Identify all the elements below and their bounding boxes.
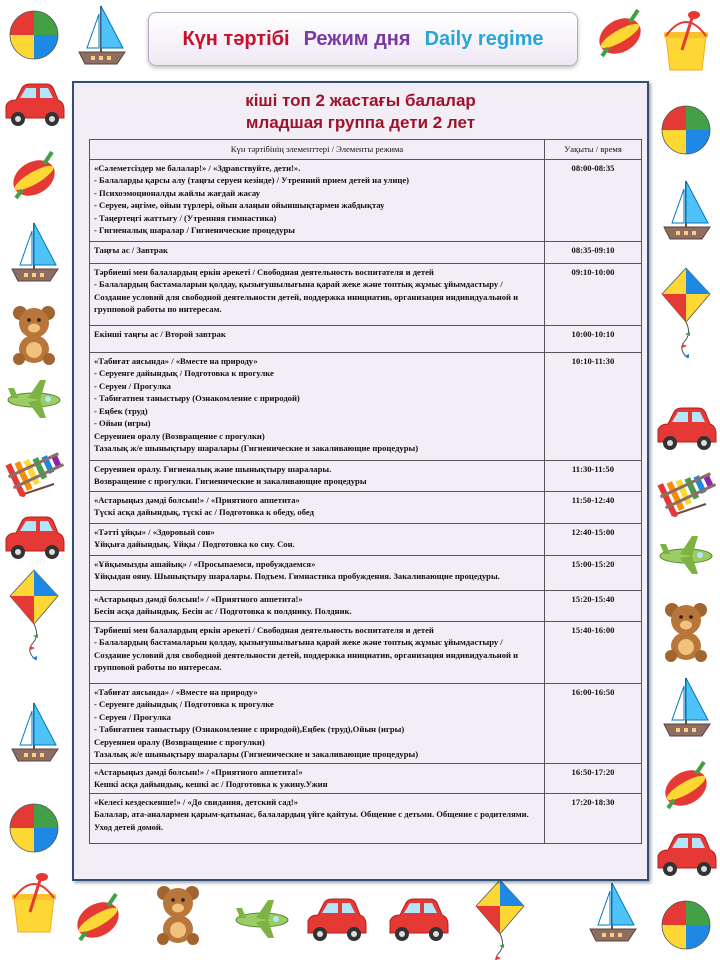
activity-cell [90, 263, 545, 325]
table-row [90, 763, 642, 793]
header-elements: Күн тәртібінің элементтері / Элементы режима [90, 140, 545, 160]
activity-line: - Серуен / Прогулка [94, 711, 171, 722]
activity-line: - Балаларды қарсы алу (таңғы серуен кезінде) / Утренний прием детей на улице) [94, 175, 410, 185]
activity-line: «Ұйқымызды ашайық» / «Просыпаемся, пробуждаемся» [94, 558, 316, 569]
time-cell: 15:20-15:40 [545, 590, 642, 621]
schedule-panel [72, 81, 649, 881]
activity-cell [90, 325, 545, 352]
activity-line: Серуеннен оралу (Возвращение с прогулки) [94, 430, 265, 441]
activity-cell [90, 555, 545, 590]
time-cell: 10:00-10:10 [545, 325, 642, 352]
activity-cell [90, 491, 545, 523]
activity-line: «Астарыңыз дәмді болсын!» / «Приятного аппетита!» [94, 766, 303, 777]
table-row [90, 241, 642, 263]
header-time: Уақыты / время [545, 140, 642, 160]
group-subtitle-ru: младшая группа дети 2 лет [245, 113, 476, 132]
title-russian: Режим дня [303, 27, 411, 50]
activity-line: Балалар, ата-аналармен қарым-қатынас, балалардың үйге қайтуы. Общение с детьми. Общение с родителями. Уход детей домой. [94, 809, 529, 832]
activity-line: Ұйқыға дайындық. Ұйқы / Подготовка ко сну. Сон. [94, 539, 295, 549]
activity-line: Возвращение с прогулки. Гигиенические и закаливающие процедуры [94, 476, 367, 486]
activity-cell [90, 241, 545, 263]
activity-line: Серуеннен оралу (Возвращение с прогулки) [94, 736, 265, 747]
title-english: Daily regime [424, 27, 544, 50]
activity-cell [90, 763, 545, 793]
title-banner [148, 12, 578, 66]
activity-line: - Психоэмоционалды жайлы жағдай жасау [94, 187, 260, 198]
activity-line: «Табиғат аясында» / «Вместе на природу» [94, 355, 258, 366]
table-row [90, 523, 642, 555]
activity-line: - Ойын (игры) [94, 418, 151, 428]
activity-line: - Серуенге дайындық / Подготовка к прогулке [94, 368, 274, 378]
activity-line: - Серуен, әңгіме, ойын түрлері, ойын алаңын ойыншықтармен жабдықтау [94, 200, 385, 210]
table-row [90, 793, 642, 843]
activity-line: «Астарыңыз дәмді болсын!» / «Приятного аппетита!» [94, 593, 303, 604]
time-cell: 15:40-16:00 [545, 621, 642, 683]
activity-line: «Келесі кездескенше!» / «До свидания, детский сад!» [94, 796, 299, 807]
activity-line: - Таңертеңгі жаттығу / (Утренняя гимнастика) [94, 212, 277, 223]
time-cell: 08:35-09:10 [545, 241, 642, 263]
activity-line: Бесін асқа дайындық. Бесін ас / Подготовка к полднику. Полдник. [94, 606, 352, 616]
table-row [90, 159, 642, 241]
time-cell: 15:00-15:20 [545, 555, 642, 590]
table-row [90, 325, 642, 352]
activity-cell [90, 159, 545, 241]
activity-line: «Астарыңыз дәмді болсын!» / «Приятного аппетита» [94, 494, 300, 505]
activity-line: Тәрбиеші мен балалардың еркін әрекеті / Свободная деятельность воспитателя и детей [94, 266, 434, 277]
table-row [90, 460, 642, 491]
table-row [90, 352, 642, 460]
time-cell: 12:40-15:00 [545, 523, 642, 555]
table-row [90, 683, 642, 763]
activity-cell [90, 460, 545, 491]
table-row [90, 263, 642, 325]
activity-line: - Табиғатпен таныстыру (Ознакомление с природой),Еңбек (труд),Ойын (игры) [94, 724, 405, 734]
group-subtitle-kz: кіші топ 2 жастағы балалар [245, 91, 476, 110]
activity-line: Таңғы ас / Завтрак [94, 244, 168, 255]
activity-cell [90, 793, 545, 843]
activity-line: Ұйқыдан ояну. Шынықтыру шаралары. Подъем. Гимнастика пробуждения. Закаливающие процедуры. [94, 571, 500, 581]
time-cell: 16:50-17:20 [545, 763, 642, 793]
activity-line: Тазалық ж/е шынықтыру шаралары (Гигиенические и закаливающие процедуры) [94, 749, 419, 759]
time-cell: 11:50-12:40 [545, 491, 642, 523]
activity-line: Екінші таңғы ас / Второй завтрак [94, 328, 226, 339]
activity-cell [90, 352, 545, 460]
schedule-table [89, 139, 642, 844]
activity-line: - Табиғатпен таныстыру (Ознакомление с природой) [94, 393, 300, 403]
title-kazakh: Күн тәртібі [182, 27, 290, 50]
time-cell: 10:10-11:30 [545, 352, 642, 460]
time-cell: 08:00-08:35 [545, 159, 642, 241]
activity-cell [90, 523, 545, 555]
activity-line: Тазалық ж/е шынықтыру шаралары (Гигиенические и закаливающие процедуры) [94, 443, 419, 453]
table-row [90, 491, 642, 523]
time-cell: 17:20-18:30 [545, 793, 642, 843]
activity-line: «Сәлеметсіздер ме балалар!» / «Здравствуйте, дети!». [94, 162, 301, 173]
table-header-row [90, 140, 642, 160]
time-cell: 16:00-16:50 [545, 683, 642, 763]
activity-line: - Гигиеналық шаралар / Гигиенические процедуры [94, 225, 295, 235]
activity-line: «Табиғат аясында» / «Вместе на природу» [94, 686, 258, 697]
time-cell: 11:30-11:50 [545, 460, 642, 491]
activity-cell [90, 683, 545, 763]
activity-line: Серуеннен оралу. Гигиеналық және шынықтыру шаралары. [94, 463, 332, 474]
activity-line: «Тәтті ұйқы» / «Здоровый сон» [94, 526, 215, 537]
activity-line: - Еңбек (труд) [94, 405, 148, 416]
activity-cell [90, 590, 545, 621]
activity-line: Тәрбиеші мен балалардың еркін әрекеті / Свободная деятельность воспитателя и детей [94, 624, 434, 635]
activity-line: - Балалардың бастамаларын қолдау, қызығушылығына қарай жеке және топтық жұмыс ұйымдастыру / Создание условий для свободной деятельности детей, поддержка инициатив, организация индивидуальной и групповой работы по интересам. [94, 279, 519, 314]
table-row [90, 590, 642, 621]
table-row [90, 621, 642, 683]
activity-cell [90, 621, 545, 683]
activity-line: - Серуенге дайындық / Подготовка к прогулке [94, 699, 274, 709]
activity-line: Кешкі асқа дайындық, кешкі ас / Подготовка к ужину.Ужин [94, 779, 328, 789]
activity-line: - Серуен / Прогулка [94, 380, 171, 391]
time-cell: 09:10-10:00 [545, 263, 642, 325]
table-row [90, 555, 642, 590]
activity-line: - Балалардың бастамаларын қолдау, қызығушылығына қарай жеке және топтық жұмыс ұйымдастыру / Создание условий для свободной деятельности детей, поддержка инициатив, организация индивидуальной и групповой работы по интересам. [94, 637, 519, 672]
activity-line: Түскі асқа дайындық, түскі ас / Подготовка к обеду, обед [94, 507, 314, 517]
